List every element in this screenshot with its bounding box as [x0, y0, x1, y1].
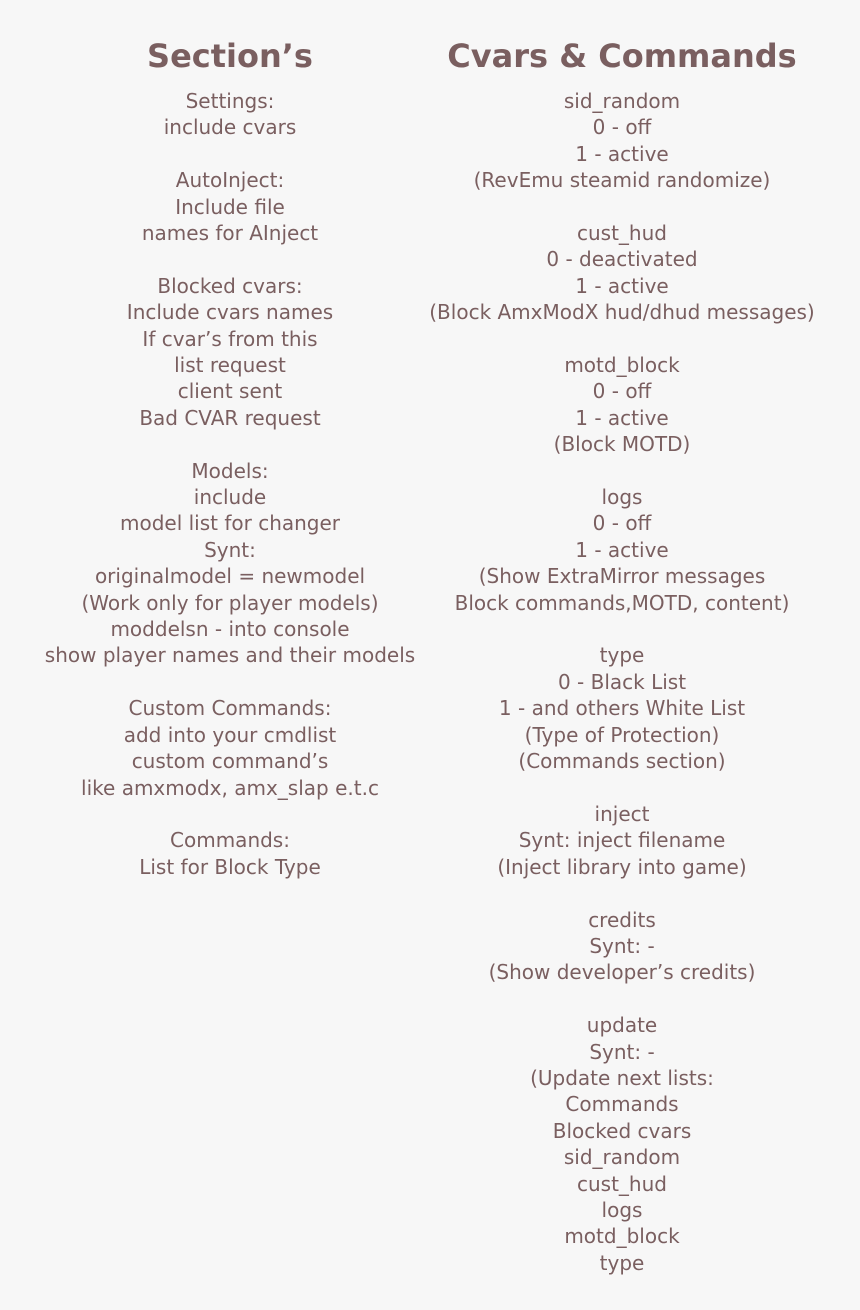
cvars-list [414, 88, 830, 1276]
cvar-block-line: 1 - and others White List [498, 696, 746, 721]
section-block-title: Settings: [185, 89, 275, 113]
cvar-block-line: 1 - active [575, 405, 669, 430]
section-block-line: names for AInject [141, 221, 319, 246]
section-block-line: include cvars [163, 115, 297, 140]
cvar-block-line: 0 - off [592, 511, 652, 536]
cvar-block-line: Commands [565, 1092, 679, 1117]
cvar-block [414, 907, 830, 986]
cvar-block [414, 352, 830, 458]
cvar-block-line: motd_block [564, 1224, 680, 1249]
cvar-block-line: type [599, 1250, 645, 1275]
cvar-block-line: Synt: - [589, 933, 655, 958]
cvar-block-line: sid_random [563, 1145, 681, 1170]
section-block [30, 167, 430, 246]
cvars-column [414, 34, 830, 1303]
cvar-block-line: 0 - off [592, 379, 652, 404]
section-block [30, 88, 430, 141]
sections-list [30, 88, 430, 880]
cvar-block-line: Blocked cvars [552, 1118, 692, 1143]
cvar-block-line: (Type of Protection) [524, 722, 720, 747]
section-block-line: show player names and their models [44, 643, 416, 668]
cvar-block-line: (Update next lists: [530, 1065, 714, 1090]
section-block-line: (Work only for player models) [81, 590, 379, 615]
section-block-line: custom command’s [131, 749, 329, 774]
cvar-block [414, 220, 830, 326]
cvar-block-line: 0 - Black List [557, 669, 687, 694]
sections-heading: Section’s [147, 37, 313, 75]
section-block [30, 458, 430, 669]
cvars-heading: Cvars & Commands [447, 37, 797, 75]
cvar-block [414, 642, 830, 774]
cvar-block-line: 1 - active [575, 273, 669, 298]
cvar-block [414, 484, 830, 616]
section-block [30, 827, 430, 880]
cvar-block-title: inject [594, 801, 650, 826]
cvar-block-line: (RevEmu steamid randomize) [473, 168, 771, 193]
section-block-line: Synt: [204, 537, 256, 562]
section-block-line: Include file [175, 194, 285, 219]
cvar-block-title: update [586, 1013, 658, 1038]
cvar-block-line: (Show ExtraMirror messages [478, 564, 766, 589]
cvar-block-line: 1 - active [575, 537, 669, 562]
section-block [30, 695, 430, 801]
cvar-block [414, 801, 830, 880]
cvar-block-line: (Inject library into game) [497, 854, 747, 879]
section-block-line: If cvar’s from this [142, 326, 318, 351]
cvar-block-line: 0 - deactivated [546, 247, 698, 272]
cvar-block-title: logs [601, 485, 643, 510]
cvar-block-line: Synt: - [589, 1039, 655, 1064]
cvar-block-line: Block commands,MOTD, content) [454, 590, 790, 615]
section-block-title: Custom Commands: [128, 696, 332, 721]
cvar-block-line: 1 - active [575, 141, 669, 166]
cvar-block-line: cust_hud [577, 1171, 667, 1196]
section-block-title: AutoInject: [175, 168, 285, 193]
cvar-block-title: sid_random [563, 89, 681, 113]
section-block-line: add into your cmdlist [123, 722, 337, 747]
section-block-title: Commands: [170, 828, 290, 853]
cvar-block-title: cust_hud [577, 221, 667, 246]
section-block-title: Models: [191, 458, 269, 483]
section-block-line: Include cvars names [126, 300, 334, 325]
cvar-block-line: Synt: inject filename [518, 828, 726, 853]
cvar-block-line: (Block AmxModX hud/dhud messages) [429, 300, 815, 325]
section-block-line: like amxmodx, amx_slap e.t.c [81, 775, 379, 800]
section-block-line: client sent [177, 379, 283, 404]
cvar-block-line: (Block MOTD) [553, 432, 691, 457]
cvar-block-title: credits [588, 907, 656, 932]
section-block-line: list request [174, 353, 286, 378]
section-block-title: Blocked cvars: [157, 273, 303, 298]
section-block-line: originalmodel = newmodel [94, 564, 366, 589]
cvar-block [414, 88, 830, 194]
section-block-line: include [193, 485, 267, 510]
cvar-block-title: type [599, 643, 645, 668]
section-block-line: moddelsn - into console [110, 617, 350, 642]
cvar-block-title: motd_block [564, 353, 680, 378]
cvar-block-line: (Show developer’s credits) [488, 960, 756, 985]
section-block-line: List for Block Type [139, 854, 321, 879]
section-block-line: Bad CVAR request [139, 405, 321, 430]
cvar-block [414, 1012, 830, 1276]
sections-column [30, 34, 430, 907]
cvar-block-line: logs [601, 1197, 643, 1222]
section-block-line: model list for changer [119, 511, 341, 536]
cvar-block-line: (Commands section) [518, 749, 726, 774]
cvar-block-line: 0 - off [592, 115, 652, 140]
section-block [30, 273, 430, 431]
